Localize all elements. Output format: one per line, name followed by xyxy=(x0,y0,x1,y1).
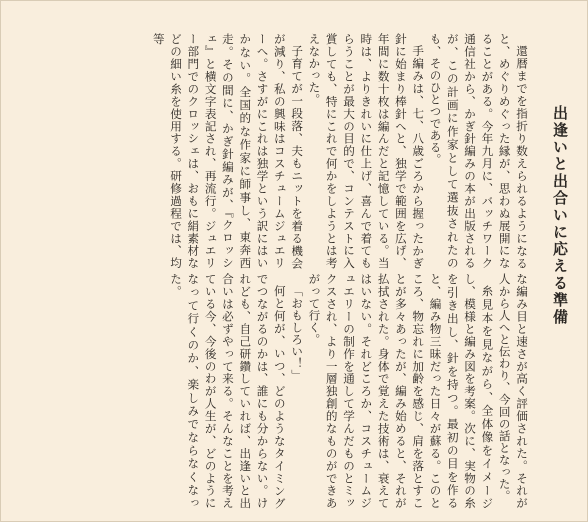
paragraph: 手編みは、七、八歳ごろから握ったかぎ針に始まり棒針へと、独学で範囲を広げ、年間に数十枚は編んだと記憶している。当時は、よりきれいに仕上げ、喜んで着てもらうことが最大の目的で、コンテストに入賞しても、特にこれで何かをしようとは考えなかった。 xyxy=(307,33,426,269)
paragraph: 何と何が、いつ、どのようなタイミングでつながるのかは、誰にも分からない。けれども、自己研鑽していれば、出逢いと出合いは必ずやって来る。そんなことを考えている今、今後のわが人生が、どのようになって行くのか、楽しみでならなくなった。 xyxy=(169,273,287,509)
paragraph: 糸見本を見ながら、全体像をイメージし、模様と編み図を考案。次に、実物の糸を引き出し、針を持つ。最初の目を作ると、編み物三昧だった日々が蘇る。このところ、物忘れに加齢を感じ、肩を落とすことが多々あったが、編み始めると、それが払拭された。身体で覚えた技術は、衰えてはいない。それどころか、コスチュームジュエリーの制作を通して学んだものとミックスされ、より一層独創的なものができあがって行く。 xyxy=(307,273,495,509)
essay-body-bottom xyxy=(10,273,530,509)
paragraph: 子育てが一段落、夫もニットを着る機会が減り、私の興味はコスチュームジュエリーへ。さすがにこれは独学という訳にはいかない。全国的な作家に師事し、東奔西走。その間に、かぎ針編みが、『クロッシェ』と横文字表記され、再流行。ジュエリー部門でのクロッシェは、おもに絹素材などの細い糸を使用する。研修過程では、均等 xyxy=(151,33,305,269)
paragraph: 還暦までを指折り数えられるようになると、めぐりめぐった縁が、思わぬ展開になることがある。今年九月に、バッチワーク通信社から、かぎ針編みの本が出版されるが、この計画に作家として選抜されたのも、そのひとつである。 xyxy=(428,33,529,269)
essay-title: 出逢いと出合いに応える準備 xyxy=(551,105,569,326)
essay-body-top xyxy=(10,33,530,269)
paragraph: 「おもしろい！」 xyxy=(290,284,305,381)
paragraph: な編み目と速さが高く評価された。それが人から人へと伝わり、今回の話となった。 xyxy=(497,273,529,509)
